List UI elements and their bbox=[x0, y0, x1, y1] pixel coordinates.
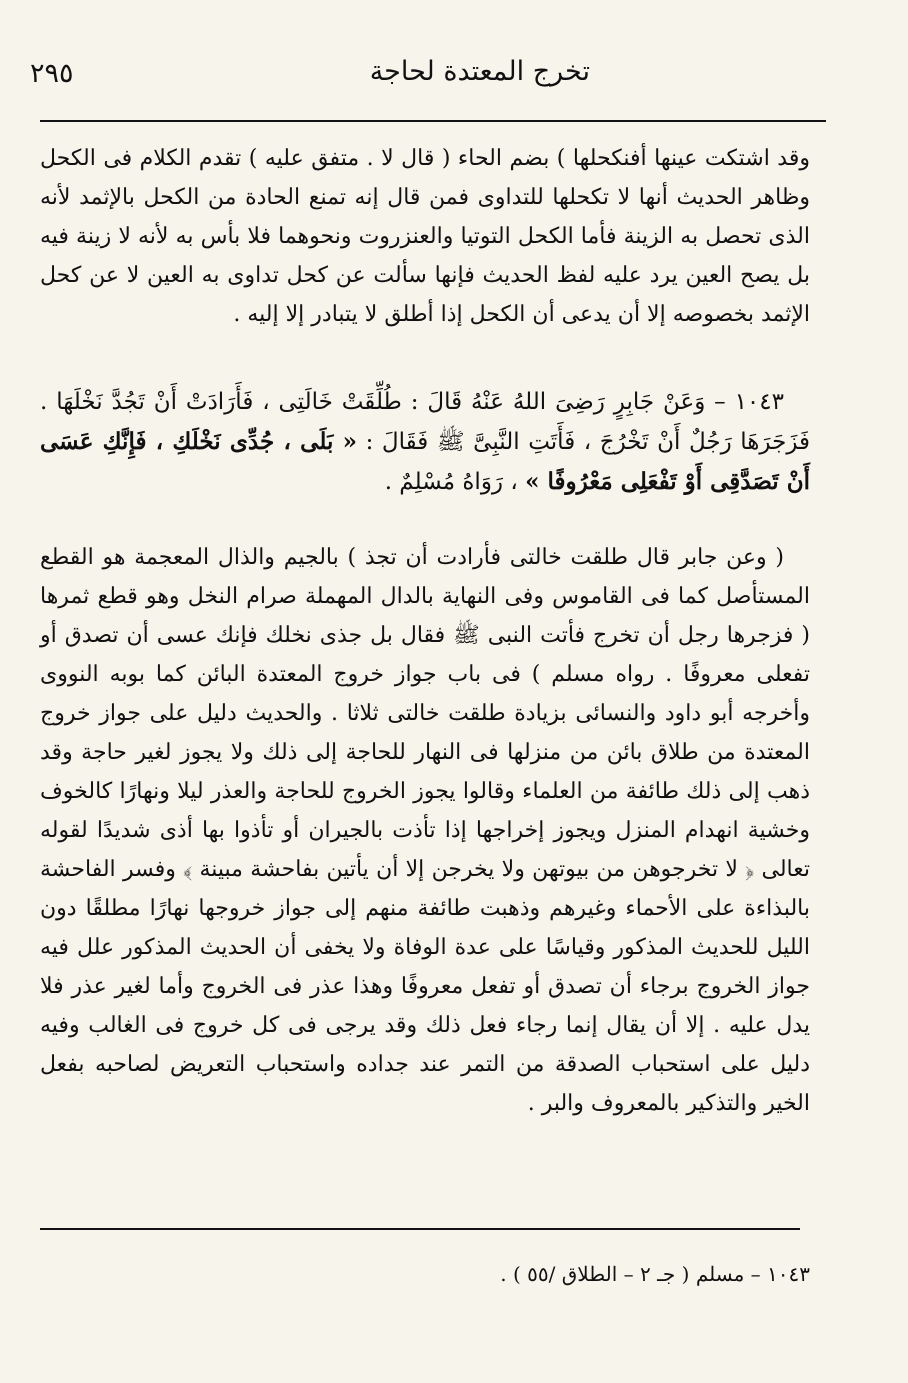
hadith-narration: ، رَوَاهُ مُسْلِمٌ . bbox=[384, 469, 518, 495]
commentary-continuation: وقد اشتكت عينها أفنكحلها ) بضم الحاء ( قال لا . متفق عليه ) تقدم الكلام فى الكحل وظاهر الحديث أنها لا تكحلها للتداوى فمن قال إنه تمنع الحادة من الكحل بالإثمد لأنه الذى تحصل به الزينة فأما الكحل التوتيا والعنزروت ونحوهما فلا بأس به لأنه لا زينة فيه بل يصح العين يرد عليه لفظ الحديث فإنها سألت عن كحل تداوى به العين لا عن كحل الإثمد بخصوصه إلا أن يدعى أن الكحل إذا أطلق لا يتبادر إلا إليه . bbox=[40, 146, 810, 327]
header-rule bbox=[40, 120, 826, 122]
running-title: تخرج المعتدة لحاجة bbox=[369, 56, 590, 87]
hadith-intro: ١٠٤٣ – وَعَنْ جَابِرٍ رَضِىَ اللهُ عَنْهُ قَالَ : طُلِّقَتْ خَالَتِى ، فَأَرَادَتْ أَنْ تَجُدَّ نَخْلَهَا . فَزَجَرَهَا رَجُلٌ أَنْ تَخْرُجَ ، فَأَتَتِ النَّبِىَّ ﷺ فَقَالَ : bbox=[40, 389, 810, 455]
hadith-commentary bbox=[40, 538, 810, 1123]
hadith-text bbox=[40, 383, 810, 502]
prophet-saying: « بَلَى ، جُدِّى نَخْلَكِ ، فَإِنَّكِ عَسَى أَنْ تَصَدَّقِى أَوْ تَفْعَلِى مَعْرُوفًا » bbox=[40, 428, 810, 495]
footnote: ١٠٤٣ – مسلم ( جـ ٢ – الطلاق /٥٥ ) . bbox=[500, 1262, 810, 1286]
footnote-rule bbox=[40, 1228, 800, 1230]
page-header bbox=[30, 52, 840, 102]
page-number: ٢٩٥ bbox=[30, 58, 74, 89]
commentary-text: ( وعن جابر قال طلقت خالتى فأرادت أن تجذ ) بالجيم والذال المعجمة هو القطع المستأصل كما فى القاموس وفى النهاية بالدال المهملة صرام النخل وهو قطع ثمرها ( فزجرها رجل أن تخرج فأتت النبى ﷺ فقال بل جذى نخلك فإنك عسى أن تصدق أو تفعلى معروفًا . رواه مسلم ) فى باب جواز خروج المعتدة البائن كما بوبه النووى وأخرجه أبو داود والنسائى بزيادة طلقت خالتى ثلاثا . والحديث دليل على جواز خروج المعتدة من طلاق بائن من منزلها فى النهار للحاجة إلى ذلك ولا يجوز لغير حاجة وقد ذهب إلى ذلك طائفة من العلماء وقالوا يجوز الخروج للحاجة والعذر ليلا ونهارًا كالخوف وخشية انهدام المنزل ويجوز إخراجها إذا تأذت بالجيران أو تأذوا بها أذى شديدًا لقوله تعالى ﴿ لا تخرجوهن من بيوتهن ولا يخرجن إلا أن يأتين بفاحشة مبينة ﴾ وفسر الفاحشة بالبذاءة على الأحماء وغيرهم وذهبت طائفة منهم إلى جواز خروجها نهارًا مطلقًا دون الليل للحديث المذكور وقياسًا على عدة الوفاة ولا يخفى أن الحديث المذكور علل فيه جواز الخروج برجاء أن تصدق أو تفعل معروفًا وهذا عذر فى الخروج وأما لغير عذر فلا يدل عليه . إلا أن يقال إنما رجاء فعل ذلك وقد يرجى فى كل خروج فى الغالب وفيه دليل على استحباب الصدقة من التمر عند جداده واستحباب التعريض لصاحبه بفعل الخير والتذكير بالمعروف والبر . bbox=[40, 545, 810, 1116]
